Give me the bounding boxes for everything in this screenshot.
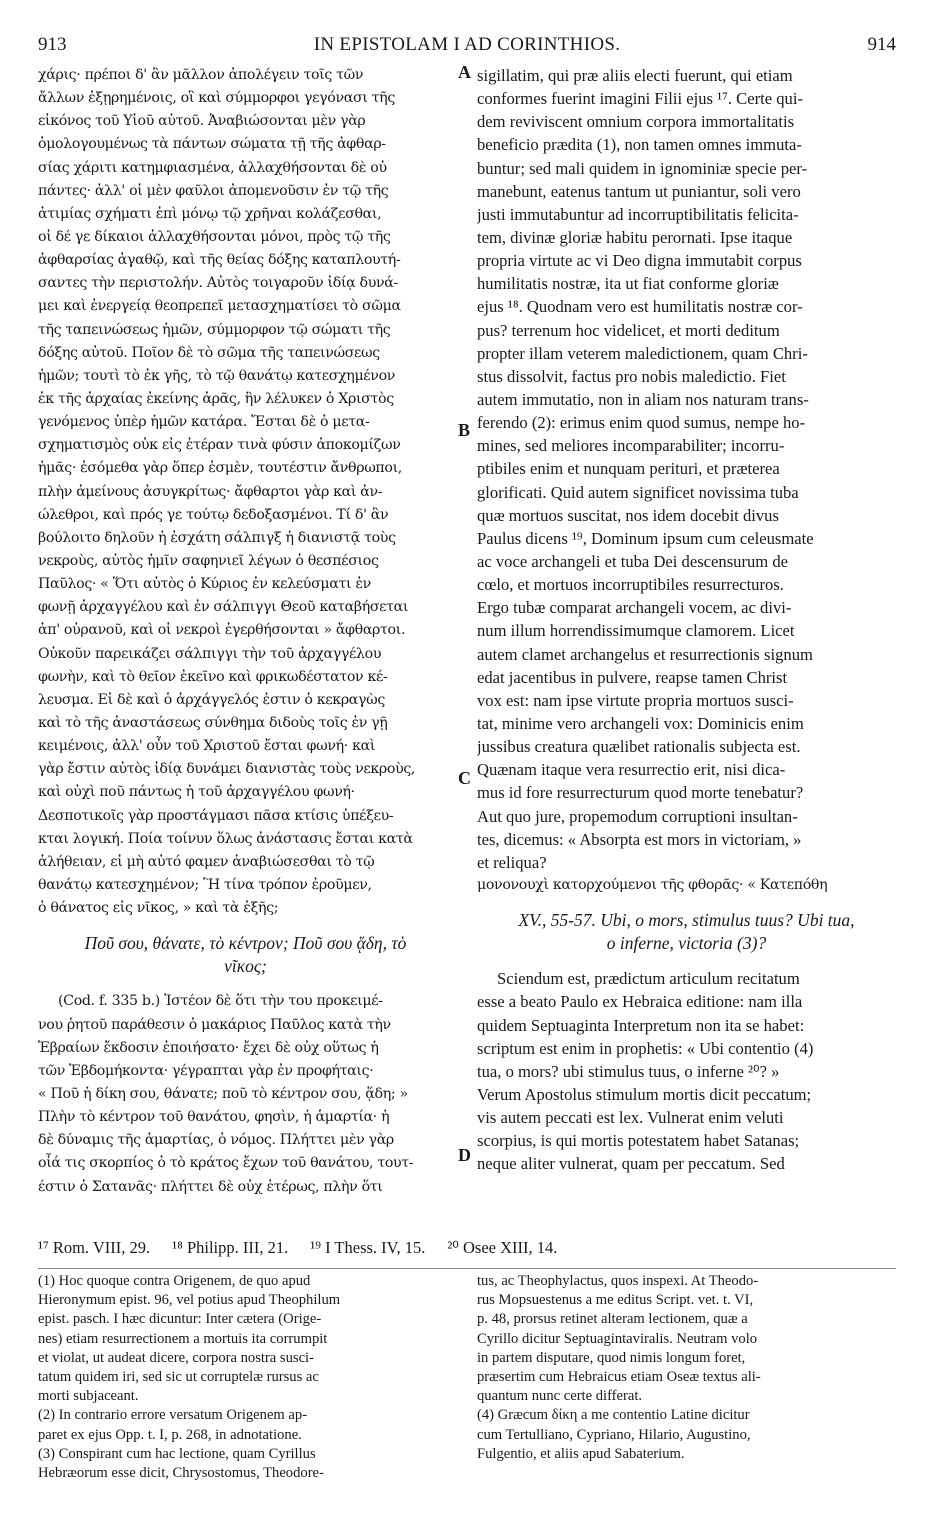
greek-text-line: σίας χάριτι κατημφιασμένα, ἀλλαχθήσονται δὲ οὐ — [38, 159, 387, 176]
latin-text-line: buntur; sed mali quidem in ignominiæ specie per- — [477, 158, 808, 178]
latin-text-line: stus dissolvit, factus pro nobis maledictio. Fiet — [477, 366, 786, 386]
footnote-line: (1) Hoc quoque contra Origenem, de quo apud — [38, 1273, 311, 1289]
scripture-reference: ¹⁷ Rom. VIII, 29. — [38, 1238, 151, 1257]
latin-text-line: manebunt, eatenus tantum ut puniantur, soli vero — [477, 181, 801, 201]
greek-text-line: μονονουχὶ κατορχούμενοι τῆς φθορᾶς· « Κατεπόθη — [477, 876, 828, 893]
footnote-line: tus, ac Theophylactus, quos inspexi. At Theodo- — [477, 1273, 759, 1289]
latin-text-line: cœlo, et mortuos incorruptibiles resurrecturos. — [477, 575, 784, 595]
footnote-line: (2) In contrario errore versatum Origenem ap- — [38, 1407, 308, 1424]
greek-text-line: ἀλήθειαν, εἰ μὴ αὐτό φαμεν ἀναβιώσεσθαι τὸ τῷ — [38, 853, 375, 870]
greek-text-line: θανάτῳ κατεσχημένον; Ἢ τίνα τρόπον ἐροῦμεν, — [38, 876, 372, 893]
spacer — [38, 920, 453, 932]
latin-text-line: tat, minime vero archangeli vox: Dominicis enim — [477, 713, 804, 733]
greek-text-line: φωνὴν, καὶ τὸ θεῖον ἐκεῖνο καὶ φρικωδέστατον κέ- — [38, 668, 388, 685]
greek-text-line: νεκροὺς, αὐτὸς ἡμῖν σαφηνιεῖ λέγων ὁ θεσπέσιος — [38, 552, 379, 569]
latin-text-line: Paulus dicens ¹⁹, Dominum ipsum cum celeusmate — [477, 528, 814, 548]
latin-column — [477, 64, 896, 1176]
footnote-line: Cyrillo dicitur Septuagintaviralis. Neutram volo — [477, 1330, 758, 1347]
greek-text-line: σχηματισμὸς οὐκ εἰς ἑτέραν τινὰ φύσιν ἀποκομίζων — [38, 437, 401, 454]
greek-text-line: πλὴν ἀμείνους ἀσυγκρίτως· ἄφθαρτοι γὰρ καὶ ἀν- — [38, 483, 383, 500]
latin-text-line: autem immutatio, non in aliam nos naturam trans- — [477, 389, 809, 409]
section-marker-b: B — [458, 420, 471, 440]
greek-text-line: Πλὴν τὸ κέντρον τοῦ θανάτου, φησὶν, ἡ ἁμαρτία· ἡ — [38, 1109, 390, 1126]
greek-text-line: δόξης αὐτοῦ. Ποῖον δὲ τὸ σῶμα τῆς ταπεινώσεως — [38, 344, 380, 361]
latin-text-line: quidem Septuaginta Interpretum non ita se habet: — [477, 1015, 805, 1035]
footnotes-right — [477, 1272, 896, 1464]
scripture-reference: ¹⁸ Philipp. III, 21. — [172, 1238, 289, 1257]
running-title: IN EPISTOLAM I AD CORINTHIOS. — [313, 34, 621, 55]
greek-text-line: τῶν Ἑβδομήκοντα· γέγραπται γὰρ ἐν προφήταις· — [38, 1062, 374, 1079]
latin-text-line: ac voce archangeli et tuba Dei descensurum de — [477, 551, 788, 571]
greek-text-line: Παῦλος· « Ὅτι αὐτὸς ὁ Κύριος ἐν κελεύσματι ἐν — [38, 576, 371, 593]
footnote-rule — [38, 1268, 896, 1269]
latin-text-line: conformes fuerint imagini Filii ejus ¹⁷. Certe qui- — [477, 89, 803, 109]
scripture-reference: ²⁰ Osee XIII, 14. — [447, 1238, 558, 1257]
latin-text-line: humilitatis nostræ, ita ut fiat conforme gloriæ — [477, 274, 779, 294]
greek-text-line: Δεσποτικοῖς γὰρ προστάγμασι πᾶσα κτίσις ὑπέξευ- — [38, 807, 394, 824]
greek-text-line: (Cod. f. 335 b.) Ἰστέον δὲ ὅτι τὴν του προκειμέ- — [58, 993, 383, 1010]
latin-text-line: esse a beato Paulo ex Hebraica editione: nam illa — [477, 992, 803, 1012]
footnote-line: paret ex ejus Opp. t. I, p. 268, in adnotatione. — [38, 1426, 302, 1443]
footnote-line: p. 48, prorsus retinet alteram lectionem, quæ a — [477, 1311, 748, 1328]
latin-text-line: Verum Apostolus stimulum mortis dicit peccatum; — [477, 1085, 812, 1105]
latin-text-line: sigillatim, qui præ aliis electi fuerunt, qui etiam — [477, 66, 793, 85]
greek-text-line: κται λογική. Ποία τοίνυν ὅλως ἀνάστασις ἔσται κατὰ — [38, 830, 413, 847]
greek-text-line: ἀπ' οὐρανοῦ, καὶ οἱ νεκροὶ ἐγερθήσονται » ἄφθαρτοι. — [38, 622, 406, 639]
greek-text-line: ὁ θάνατος εἰς νῖκος, » καὶ τὰ ἑξῆς; — [38, 900, 279, 917]
latin-text-line: propter illam veterem maledictionem, quam Chri- — [477, 343, 808, 363]
greek-text-line: ἡμᾶς· ἐσόμεθα γὰρ ὅπερ ἐσμὲν, τουτέστιν ἄνθρωποι, — [38, 460, 402, 477]
greek-verse-heading: Ποῦ σου, θάνατε, τὸ κέντρον; Ποῦ σου ᾅδη, τὸ — [84, 933, 407, 954]
greek-text-line: ἀτιμίας σχήματι ἐπὶ μόνῳ τῷ χρῆναι κολάζεσθαι, — [38, 205, 382, 222]
spacer — [477, 897, 896, 909]
greek-text-line: μει καὶ ἐνεργείᾳ θεοπρεπεῖ μετασχηματίσει τὸ σῶμα — [38, 298, 401, 315]
greek-verse-heading: νῖκος; — [224, 956, 267, 977]
latin-text-line: edat jacentibus in pulvere, reapse tamen Christ — [477, 667, 788, 687]
greek-text-line: νου ῥητοῦ παράθεσιν ὁ μακάριος Παῦλος κατὰ τὴν — [38, 1016, 391, 1033]
latin-text-line: tem, divinæ gloriæ habitu perornati. Ipse itaque — [477, 227, 793, 247]
running-header — [38, 34, 896, 56]
greek-text-line: πάντες· ἀλλ' οἱ μὲν φαῦλοι ἀπομενοῦσιν ἐν τῷ τῆς — [38, 182, 389, 199]
greek-text-line: εἰκόνος τοῦ Υἱοῦ αὐτοῦ. Ἀναβιώσονται μὲν γὰρ — [38, 113, 366, 130]
latin-verse-heading: o inferne, victoria (3)? — [606, 933, 767, 954]
latin-text-line: Sciendum est, prædictum articulum recitatum — [497, 969, 800, 989]
latin-text-line: Aut quo jure, propemodum corruptioni insultan- — [477, 806, 798, 826]
latin-text-line: num illum horrendissimumque clamorem. Licet — [477, 621, 795, 641]
footnote-line: epist. pasch. I hæc dicuntur: Inter cætera (Orige- — [38, 1311, 322, 1328]
latin-text-line: neque aliter vulnerat, quam per peccatum. Sed — [477, 1154, 785, 1174]
latin-text-line: ejus ¹⁸. Quodnam vero est humilitatis nostræ cor- — [477, 297, 803, 317]
footnote-line: (4) Græcum δίκη a me contentio Latine dicitur — [477, 1407, 750, 1424]
footnote-line: morti subjaceant. — [38, 1388, 139, 1405]
greek-text-line: σαντες τὴν περιστολήν. Αὐτὸς τοιγαροῦν ἰδίᾳ δυνά- — [38, 275, 398, 292]
greek-text-line: χάρις· πρέποι δ' ἂν μᾶλλον ἀπολέγειν τοῖς τῶν — [38, 67, 364, 83]
greek-text-line: οἷά τις σκορπίος ὁ τὸ κράτος ἔχων τοῦ θανάτου, τουτ- — [38, 1155, 414, 1172]
greek-text-line: κειμένοις, ἀλλ' οὖν τοῦ Χριστοῦ ἔσται φωνή· καὶ — [38, 738, 376, 755]
latin-text-line: tes, dicemus: « Absorpta est mors in victoriam, » — [477, 829, 802, 849]
page-number-left: 913 — [38, 34, 67, 55]
latin-verse-heading: XV., 55-57. Ubi, o mors, stimulus tuus? Ubi tua, — [518, 910, 855, 931]
latin-text-line: Quænam itaque vera resurrectio erit, nisi dica- — [477, 760, 786, 780]
greek-text-line: ἀφθαρσίας ἀγαθῷ, καὶ τῆς θείας δόξης καταπλουτή- — [38, 252, 401, 269]
footnote-line: præsertim cum Hebraicus etiam Oseæ textus ali- — [477, 1368, 761, 1385]
footnote-line: cum Tertulliano, Cypriano, Hilario, Augustino, — [477, 1426, 751, 1443]
greek-text-line: λευσμα. Εἰ δὲ καὶ ὁ ἀρχάγγελός ἐστιν ὁ κεκραγὼς — [38, 691, 385, 708]
latin-text-line: dem reviviscent omnium corpora immortalitatis — [477, 112, 795, 132]
footnote-line: Fulgentio, et aliis apud Sabaterium. — [477, 1445, 685, 1462]
footnote-line: et violat, ut audeat dicere, corpora nostra susci- — [38, 1349, 314, 1366]
greek-text-line: ώλεθροι, καὶ πρός γε τούτῳ δεδοξασμένοι. Τί δ' ἂν — [38, 506, 389, 523]
page-number-right: 914 — [867, 34, 896, 55]
greek-text-line: οἱ δέ γε δίκαιοι ἀλλαχθήσονται μόνοι, πρὸς τῷ τῆς — [38, 228, 391, 245]
greek-text-line: καὶ οὐχὶ ποῦ πάντως ἡ τοῦ ἀρχαγγέλου φωνή· — [38, 784, 355, 801]
greek-text-line: ἄλλων ἐξῃρημένοις, οἳ καὶ σύμμορφοι γεγόνασι τῆς — [38, 90, 395, 107]
latin-text-line: Ergo tubæ comparat archangeli vocem, ac divi- — [477, 598, 792, 618]
latin-text-line: autem clamet archangelus et resurrectionis signum — [477, 644, 813, 664]
greek-text-line: καὶ τὸ τῆς ἀναστάσεως σύνθημα διδοὺς τοῖς ἐν γῇ — [38, 714, 388, 731]
scripture-reference: ¹⁹ I Thess. IV, 15. — [310, 1238, 426, 1257]
latin-text-line: mus id fore resurrecturum quod morte tenebatur? — [477, 783, 804, 803]
greek-text-line: φωνῇ ἀρχαγγέλου καὶ ἐν σάλπιγγι Θεοῦ καταβήσεται — [38, 599, 409, 616]
latin-text-line: jussibus creatura quælibet rationalis subjecta est. — [477, 737, 801, 757]
greek-text-line: γὰρ ἔστιν αὐτὸς ἰδίᾳ δυνάμει διανιστὰς τοὺς νεκροὺς, — [38, 761, 416, 778]
greek-text-line: έστιν ὁ Σατανᾶς· πλήττει δὲ οὐχ ἑτέρως, πλὴν ὅτι — [38, 1178, 383, 1195]
footnote-line: nes) etiam resurrectionem a mortuis ita corrumpit — [38, 1330, 328, 1347]
section-marker-c: C — [458, 768, 471, 788]
greek-text-line: δὲ δύναμις τῆς ἁμαρτίας, ὁ νόμος. Πλήττει μὲν γὰρ — [38, 1132, 394, 1149]
greek-text-line: ὁμολογουμένως τὰ πάντων σώματα τῇ τῆς ἀφθαρ- — [38, 136, 386, 153]
footnote-line: rus Mopsuestenus a me editus Script. vet. t. VI, — [477, 1292, 754, 1309]
greek-text-line: ἡμῶν; τουτὶ τὸ ἐκ γῆς, τὸ τῷ θανάτῳ κατεσχημένον — [38, 367, 396, 384]
latin-text-line: scorpius, is qui mortis potestatem habet Satanas; — [477, 1131, 800, 1151]
latin-text-line: et reliqua? — [477, 852, 547, 872]
latin-text-line: ptibiles enim et nunquam perituri, et præterea — [477, 459, 780, 479]
latin-text-line: glorificati. Quid autem significet novissima tuba — [477, 482, 799, 502]
spacer — [38, 978, 453, 990]
latin-text-line: scriptum est enim in prophetis: « Ubi contentio (4) — [477, 1038, 814, 1058]
greek-text-line: Ἑβραίων ἔκδοσιν ἐποιήσατο· ἔχει δὲ οὐχ οὕτως ἡ — [38, 1039, 379, 1056]
footnote-line: in partem disputare, quod nimis longum foret, — [477, 1349, 746, 1366]
greek-text-line: ἐκ τῆς ἀρχαίας ἐκείνης ἀρᾶς, ἣν λέλυκεν ὁ Χριστὸς — [38, 390, 394, 407]
footnote-line: Hebræorum esse dicit, Chrysostomus, Theodore- — [38, 1464, 324, 1481]
footnote-line: Hieronymum epist. 96, vel potius apud Theophilum — [38, 1292, 341, 1309]
latin-text-line: justi immutabuntur ad incorruptibilitatis felicita- — [477, 204, 799, 224]
latin-text-line: vox est: nam ipse virtute propria mortuos susci- — [477, 690, 794, 710]
greek-column — [38, 64, 453, 1199]
latin-text-line: quæ mortuos suscitat, nos idem docebit divus — [477, 505, 779, 525]
spacer — [477, 955, 896, 967]
latin-text-line: vis autem peccati est lex. Vulnerat enim veluti — [477, 1108, 784, 1128]
scripture-references — [38, 1238, 896, 1262]
footnote-line: tatum quidem iri, sed sic ut corruptelæ rursus ac — [38, 1368, 319, 1385]
greek-text-line: γενόμενος ὑπὲρ ἡμῶν κατάρα. Ἔσται δὲ ὁ μετα- — [38, 414, 370, 431]
footnotes-left — [38, 1272, 456, 1483]
footnote-line: (3) Conspirant cum hac lectione, quam Cyrillus — [38, 1445, 316, 1462]
latin-text-line: mines, sed meliores incomparabiliter; incorru- — [477, 436, 785, 456]
greek-text-line: Οὐκοῦν παρεικάζει σάλπιγγι τὴν τοῦ ἀρχαγγέλου — [38, 645, 382, 662]
greek-text-line: βούλοιτο δηλοῦν ἡ ἐσχάτη σάλπιγξ ἡ διανιστᾷ τοὺς — [38, 529, 396, 546]
latin-text-line: tua, o mors? ubi stimulus tuus, o inferne ²⁰? » — [477, 1061, 780, 1081]
latin-text-line: pus? terrenum hoc videlicet, et morti deditum — [477, 320, 780, 340]
footnote-line: quantum nunc certe differat. — [477, 1388, 643, 1405]
section-marker-a: A — [458, 62, 471, 82]
latin-text-line: propria virtute ac vi Deo digna immutabit corpus — [477, 251, 802, 271]
greek-text-line: τῆς ταπεινώσεως ἡμῶν, σύμμορφον τῷ σώματι τῆς — [38, 321, 391, 338]
greek-text-line: « Ποῦ ἡ δίκη σου, θάνατε; ποῦ τὸ κέντρον σου, ᾅδη; » — [38, 1086, 408, 1103]
latin-text-line: ferendo (2): erimus enim quod sumus, nempe ho- — [477, 413, 806, 433]
latin-text-line: beneficio prædita (1), non tamen omnes immuta- — [477, 135, 802, 155]
section-marker-d: D — [458, 1145, 471, 1165]
